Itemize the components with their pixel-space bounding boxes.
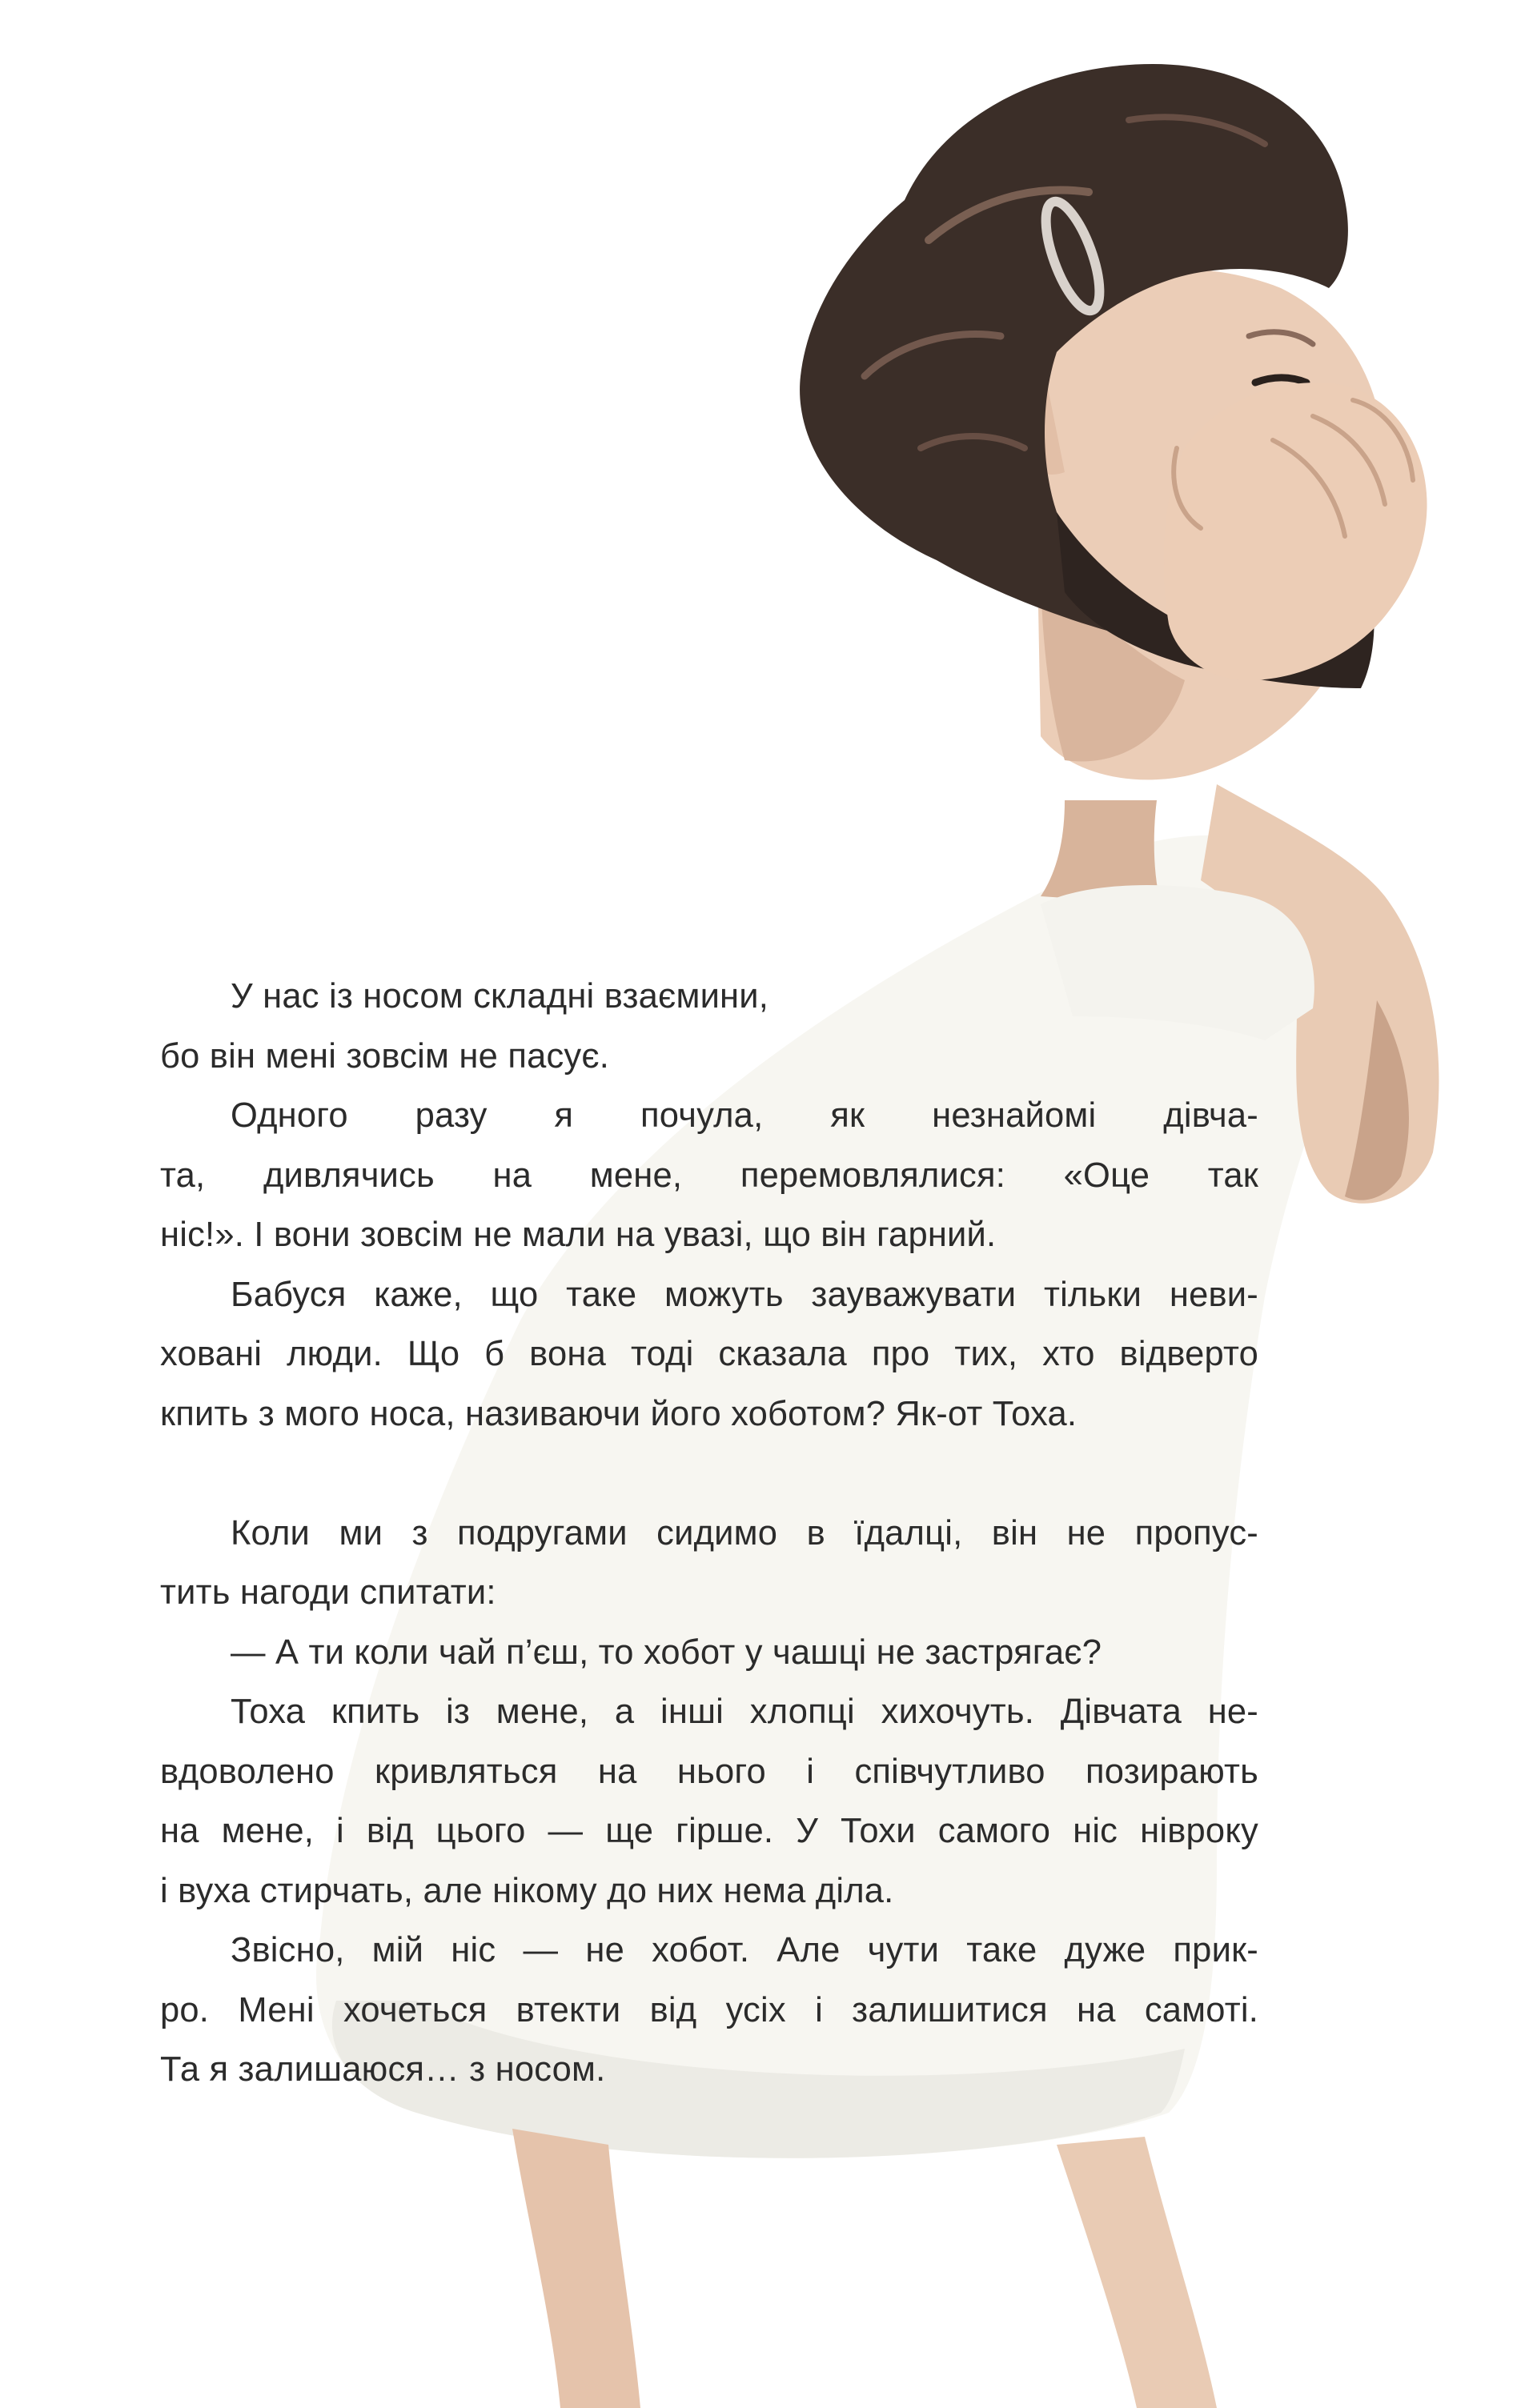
paragraph-line: тить нагоди спитати:: [160, 1573, 496, 1612]
paragraph-line: бо він мені зовсім не пасує.: [160, 1036, 610, 1076]
paragraph-line: ховані люди. Що б вона тоді сказала про тих, хто відверто: [160, 1335, 1258, 1373]
left-leg: [512, 2129, 640, 2408]
paragraph-line: і вуха стирчать, але нікому до них нема діла.: [160, 1871, 894, 1910]
hand: [1164, 383, 1427, 680]
paragraph-line: вдоволено кривляться на нього і співчутливо позирають: [160, 1752, 1258, 1791]
paragraph-line: та, дивлячись на мене, перемовлялися: «Оце так: [160, 1156, 1258, 1195]
paragraph-line: Коли ми з подругами сидимо в їдалці, він не пропус-: [231, 1513, 1258, 1553]
paragraph-line: У нас із носом складні взаємини,: [231, 977, 769, 1016]
paragraph-line: на мене, і від цього — ще гірше. У Тохи самого ніс нівроку: [160, 1812, 1258, 1850]
paragraph-line: ро. Мені хочеться втекти від усіх і залишитися на самоті.: [160, 1990, 1258, 2029]
paragraph-line: Звісно, мій ніс — не хобот. Але чути таке дуже прик-: [231, 1931, 1258, 1969]
story-text: [160, 967, 1258, 2100]
paragraph-line: Та я залишаюся… з носом.: [160, 2050, 606, 2089]
paragraph-line: кпить з мого носа, називаючи його хоботом? Як-от Тоха.: [160, 1394, 1078, 1433]
paragraph-line: ніс!». І вони зовсім не мали на увазі, що він гарний.: [160, 1216, 997, 1254]
paragraph-line: Тоха кпить із мене, а інші хлопці хихочуть. Дівчата не-: [231, 1693, 1258, 1731]
paragraph-line: Одного разу я почула, як незнайомі дівча-: [231, 1096, 1258, 1135]
paragraph-line: Бабуся каже, що таке можуть зауважувати тільки неви-: [231, 1275, 1258, 1314]
right-leg: [1057, 2137, 1217, 2408]
paragraph-line: — А ти коли чай п’єш, то хобот у чашці не застрягає?: [231, 1633, 1102, 1672]
paragraph-gap: [160, 1444, 1258, 1504]
